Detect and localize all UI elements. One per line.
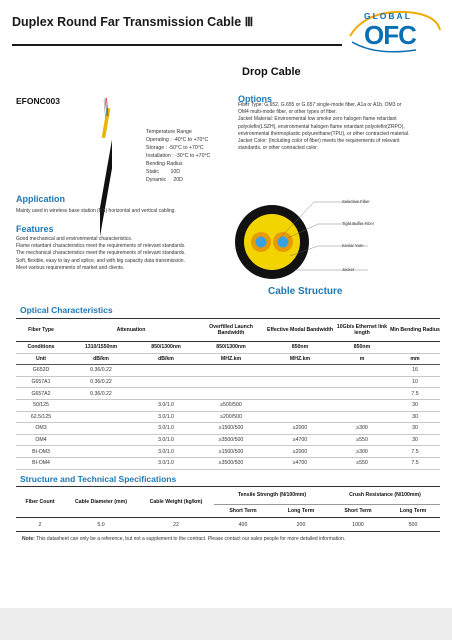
th-overfilled: Overfilled Launch Bandwidth — [196, 319, 266, 342]
optical-table — [16, 318, 440, 470]
table-cell: 3.0/1.0 — [136, 399, 196, 411]
th-ethernet: 10Gb/s Ethernet link length — [334, 319, 390, 342]
table-cell: 22 — [138, 518, 214, 532]
application-heading: Application — [16, 194, 65, 204]
table-cell: 10 — [390, 376, 440, 388]
table-cell: m — [334, 353, 390, 365]
features-line: Meet various requirements of market and clients. — [16, 264, 125, 271]
table-cell: 1000 — [330, 518, 386, 532]
options-line: environmental thermoplastic polyurethane(TPU), or other contracted material. — [238, 130, 410, 137]
cable-cross-section — [228, 198, 446, 282]
th-long-term: Long Term — [386, 504, 440, 517]
th-fiber-count: Fiber Count — [16, 487, 64, 518]
table-cell — [334, 399, 390, 411]
table-cell: 850/1300nm — [196, 342, 266, 354]
table-cell — [136, 376, 196, 388]
table-cell: ≥1500/500 — [196, 446, 266, 458]
logo-ofc-text: OFC — [364, 20, 416, 50]
table-cell: MHZ.km — [196, 353, 266, 365]
table-cell: 62.5/125 — [16, 411, 66, 423]
note-label: Note: — [22, 536, 35, 542]
table-row — [16, 388, 440, 400]
th-short-term: Short Term — [214, 504, 272, 517]
temp-installation: Installation : -30°C to +70°C — [146, 153, 211, 159]
product-model: EFONC003 — [16, 96, 60, 106]
features-heading: Features — [16, 224, 54, 234]
table-cell: ≥2000 — [266, 423, 334, 435]
page-title: Duplex Round Far Transmission Cable Ⅲ — [12, 15, 254, 29]
table-cell — [66, 434, 136, 446]
table-cell — [266, 365, 334, 377]
table-cell: 50/125 — [16, 399, 66, 411]
table-cell: ≥300 — [334, 446, 390, 458]
table-cell: ≥200/500 — [196, 411, 266, 423]
label-kevlar: Kevlar Yarn — [342, 243, 364, 248]
table-cell — [266, 411, 334, 423]
table-cell: ≥550 — [334, 457, 390, 469]
table-row — [16, 342, 440, 354]
table-cell: 1310/1550nm — [66, 342, 136, 354]
label-jacket: Jacket — [342, 267, 355, 272]
table-row — [16, 434, 440, 446]
table-cell: 30 — [390, 423, 440, 435]
th-attenuation: Attenuation — [66, 319, 196, 342]
table-cell: mm — [390, 353, 440, 365]
th-short-term: Short Term — [330, 504, 386, 517]
table-cell: dB/km — [66, 353, 136, 365]
temp-storage: Storage : -50°C to +70°C — [146, 145, 204, 151]
footer-bar — [0, 608, 452, 640]
th-bending: Min Bending Radius — [390, 319, 440, 342]
table-cell: 7.5 — [390, 446, 440, 458]
table-header-row — [16, 319, 440, 342]
cable-illustration — [100, 98, 112, 248]
table-cell — [266, 376, 334, 388]
table-cell — [196, 376, 266, 388]
table-cell: dB/km — [136, 353, 196, 365]
table-cell — [66, 399, 136, 411]
table-cell — [390, 342, 440, 354]
table-cell — [136, 365, 196, 377]
note-text: This datasheet can only be a reference, but not a supplement to the contract. Please contact our sales people for more detailed information. — [34, 536, 346, 542]
table-cell: ≥1500/500 — [196, 423, 266, 435]
table-row — [16, 446, 440, 458]
header-rule — [12, 44, 342, 46]
table-cell — [66, 457, 136, 469]
bending-dynamic: Dynamic 20D — [146, 177, 183, 183]
th-long-term: Long Term — [272, 504, 330, 517]
table-cell — [66, 411, 136, 423]
table-cell — [334, 411, 390, 423]
features-line: Soft, flexible, easy to lay and splice, and with big capacity data transmission. — [16, 257, 185, 264]
table-cell: 3.0/1.0 — [136, 446, 196, 458]
table-cell — [66, 423, 136, 435]
application-text: Mainly used in wireless base station (BS) horizontal and vertical cabling. — [16, 208, 176, 214]
th-fiber-type: Fiber Type — [16, 319, 66, 342]
table-cell: 3.0/1.0 — [136, 434, 196, 446]
features-text — [16, 236, 226, 272]
table-cell: BI-OM3 — [16, 446, 66, 458]
table-cell — [266, 388, 334, 400]
label-selective-fiber: Selective Fiber — [342, 199, 370, 204]
options-line: Jacket Material: Environmental low smoke zero halogen flame retardant — [238, 116, 397, 123]
table-cell: MHZ.km — [266, 353, 334, 365]
table-cell: 0.36/0.22 — [66, 388, 136, 400]
options-line: Jacket Color: (Including color of fiber) meets the requirements of relevant — [238, 138, 400, 145]
table-cell: 3.0/1.0 — [136, 411, 196, 423]
table-cell: ≥500/500 — [196, 399, 266, 411]
table-cell: 30 — [390, 434, 440, 446]
temperature-specs — [146, 128, 210, 184]
table-cell: ≥3500/500 — [196, 457, 266, 469]
disclaimer-note — [22, 536, 345, 542]
table-cell: ≥2000 — [266, 446, 334, 458]
cable-structure-heading: Cable Structure — [268, 286, 343, 297]
th-diameter: Cable Diameter (mm) — [64, 487, 138, 518]
bending-heading: Bending Radius — [146, 161, 183, 167]
features-line: Flame retardant characteristics meet the requirements of relevant standards. — [16, 243, 186, 250]
options-line: Fiber Type: G.652, G.655 or G.657 single-mode fiber, A1a or A1b, OM3 or — [238, 102, 402, 108]
th-tensile: Tensile Strength (N/100mm) — [214, 487, 330, 505]
th-weight: Cable Weight (kg/km) — [138, 487, 214, 518]
table-cell: BI-OM4 — [16, 457, 66, 469]
table-row — [16, 423, 440, 435]
table-cell: 400 — [214, 518, 272, 532]
mechanical-table — [16, 486, 440, 532]
table-cell: 3.0/1.0 — [136, 423, 196, 435]
table-cell: 16 — [390, 365, 440, 377]
bending-static: Static 10D — [146, 169, 181, 175]
table-cell — [334, 376, 390, 388]
temp-operating: Operating : -40°C to +70°C — [146, 137, 209, 143]
mechanical-heading: Structure and Technical Specifications — [20, 474, 177, 484]
table-row — [16, 365, 440, 377]
table-cell — [196, 388, 266, 400]
table-cell: 0.36/0.22 — [66, 376, 136, 388]
options-heading: Options — [238, 94, 272, 104]
table-cell: Unit — [16, 353, 66, 365]
table-cell: 850nm — [334, 342, 390, 354]
table-cell: ≥4700 — [266, 434, 334, 446]
table-row — [16, 411, 440, 423]
table-cell: ≥550 — [334, 434, 390, 446]
table-row — [16, 399, 440, 411]
optical-heading: Optical Characteristics — [20, 305, 113, 315]
table-cell — [136, 388, 196, 400]
options-line: OM4 multi-mode fiber, or other types of fiber. — [238, 109, 337, 116]
features-line: Good mechanical and environmental characteristics. — [16, 236, 133, 242]
table-cell: ≥300 — [334, 423, 390, 435]
table-row — [16, 353, 440, 365]
table-cell: G657A2 — [16, 388, 66, 400]
table-cell: 3.0/1.0 — [136, 457, 196, 469]
table-cell: OM3 — [16, 423, 66, 435]
table-cell: 2 — [16, 518, 64, 532]
table-cell: 30 — [390, 411, 440, 423]
company-logo — [346, 6, 442, 58]
table-cell: 5.0 — [64, 518, 138, 532]
features-line: The mechanical characteristics meet the requirements of relevant standards. — [16, 250, 186, 257]
table-cell: 7.5 — [390, 388, 440, 400]
table-cell: G657A1 — [16, 376, 66, 388]
table-cell: 850nm — [266, 342, 334, 354]
table-cell — [334, 388, 390, 400]
table-cell: ≥4700 — [266, 457, 334, 469]
table-cell: 850/1300nm — [136, 342, 196, 354]
table-cell: 0.36/0.22 — [66, 365, 136, 377]
options-line: polyolefin(LSZH), environmental halogen flame retardant polyolefin(ZRPO), — [238, 123, 405, 130]
product-category: Drop Cable — [242, 66, 301, 78]
options-text — [238, 102, 444, 152]
table-cell: 7.5 — [390, 457, 440, 469]
label-tight-buffer: Tight Buffer Fiber — [342, 221, 375, 226]
table-cell: OM4 — [16, 434, 66, 446]
table-cell: ≥3500/500 — [196, 434, 266, 446]
temp-range-heading: Temperature Range — [146, 129, 192, 135]
table-cell: 500 — [386, 518, 440, 532]
table-cell — [66, 446, 136, 458]
table-cell — [196, 365, 266, 377]
table-cell: 200 — [272, 518, 330, 532]
table-cell: 30 — [390, 399, 440, 411]
table-cell — [266, 399, 334, 411]
th-crush: Crush Resistance (N/100mm) — [330, 487, 440, 505]
th-effective-modal: Effective Modal Bandwidth — [266, 319, 334, 342]
options-line: standards, or other contracted color. — [238, 145, 319, 152]
table-cell — [334, 365, 390, 377]
logo-global-text: GLOBAL — [364, 11, 412, 21]
table-cell: Conditions — [16, 342, 66, 354]
table-header-row — [16, 487, 440, 505]
table-row — [16, 376, 440, 388]
table-row — [16, 457, 440, 469]
table-cell: G652D — [16, 365, 66, 377]
table-row — [16, 518, 440, 532]
